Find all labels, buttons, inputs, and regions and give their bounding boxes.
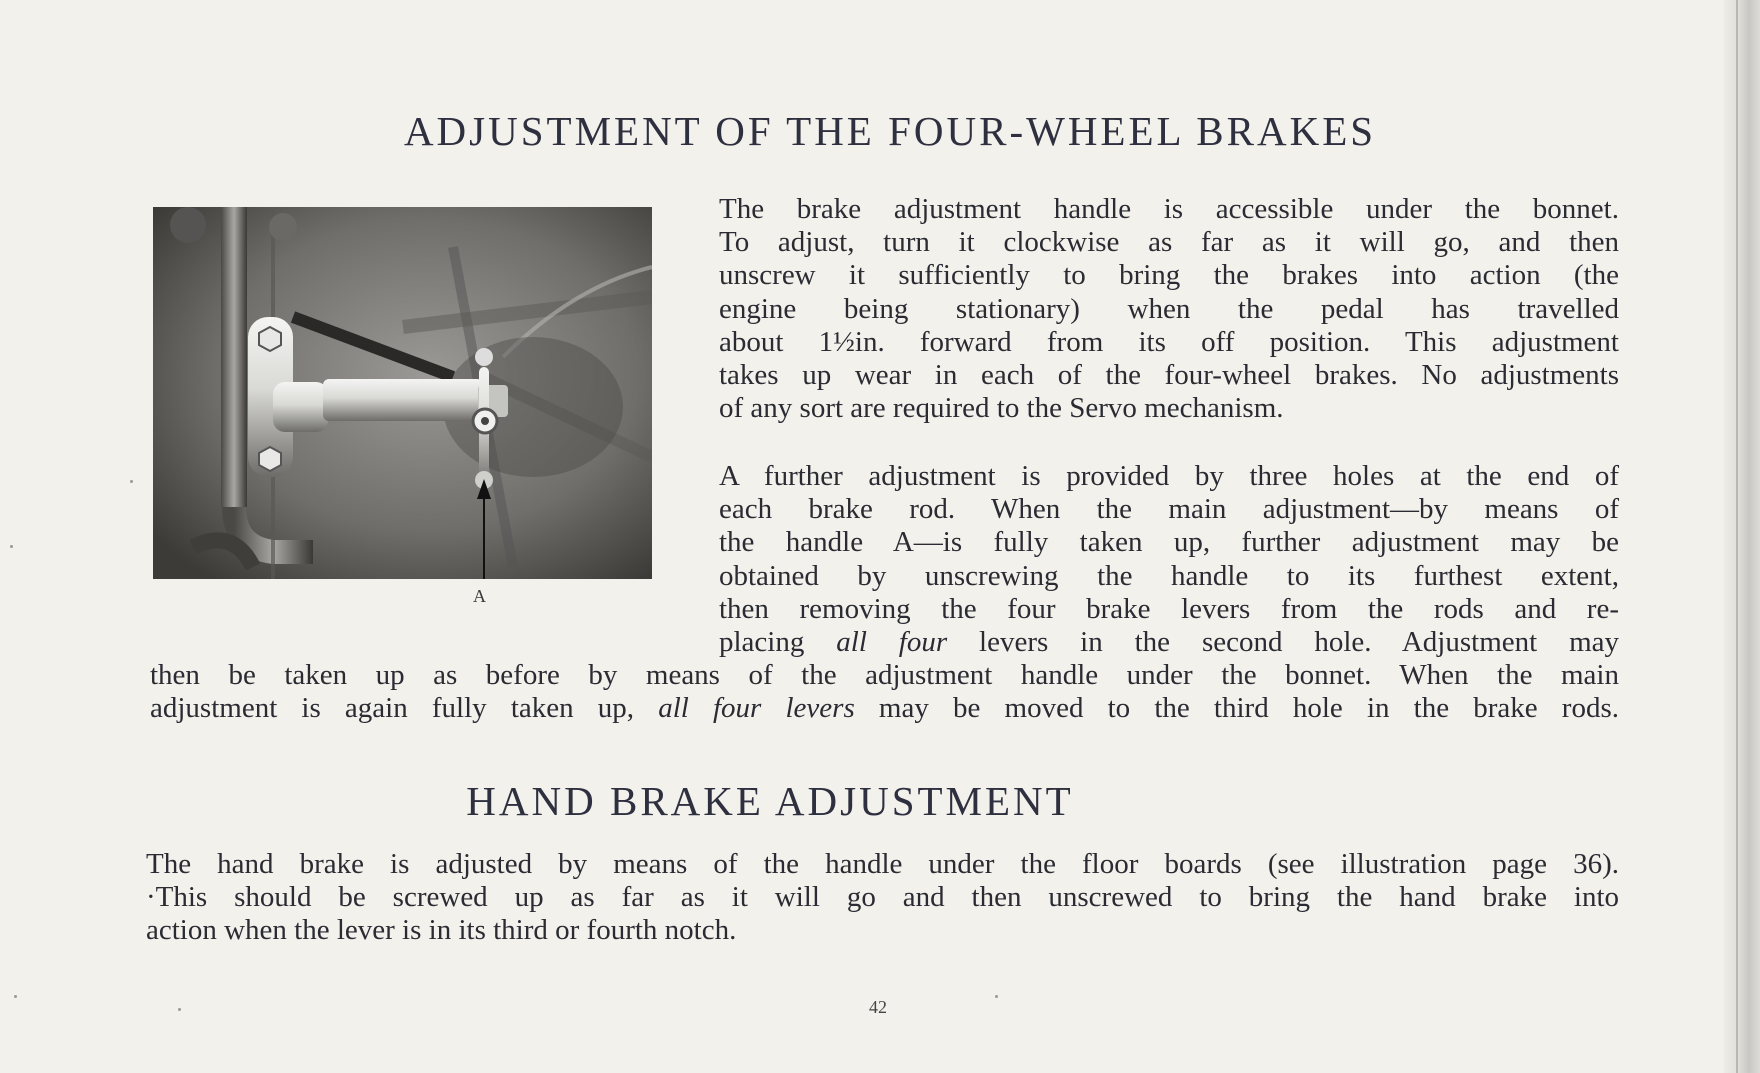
text-line: takes up wear in each of the four-wheel brakes. No adjustments: [719, 359, 1619, 392]
paper-speck: [995, 995, 998, 998]
text-run: levers in the second hole. Adjustment may: [947, 626, 1620, 659]
text-line: action when the lever is in its third or fourth notch.: [146, 914, 737, 947]
page-edge: [1724, 0, 1760, 1073]
paragraph-continuation: [150, 659, 1619, 725]
text-run: placing: [719, 626, 837, 659]
section-heading-hand-brake: HAND BRAKE ADJUSTMENT: [466, 778, 1074, 824]
paragraph-handle-adjustment: [719, 193, 1619, 425]
text-line: A further adjustment is provided by three holes at the end of: [719, 460, 1619, 492]
italic-text: all four levers: [658, 692, 855, 725]
italic-text: all four: [836, 626, 948, 659]
text-line: ·This should be screwed up as far as it will go and then unscrewed to bring the hand brake into: [146, 881, 1619, 914]
paper-speck: [130, 480, 133, 483]
text-run: adjustment is again fully taken up,: [150, 692, 659, 725]
text-line: [150, 692, 1619, 725]
text-line: To adjust, turn it clockwise as far as it will go, and then: [719, 226, 1619, 259]
brake-adjustment-handle-photo-icon: [153, 207, 652, 579]
paper-speck: [10, 545, 13, 548]
text-line: [719, 626, 1619, 659]
text-line: engine being stationary) when the pedal has travelled: [719, 292, 1619, 325]
text-line: of any sort are required to the Servo mechanism.: [719, 392, 1284, 425]
page-title: ADJUSTMENT OF THE FOUR-WHEEL BRAKES: [403, 108, 1377, 154]
paragraph-hand-brake: [146, 848, 1619, 948]
text-line: unscrew it sufficiently to bring the brakes into action (the: [719, 259, 1619, 292]
text-line: the handle A—is fully taken up, further adjustment may be: [719, 526, 1619, 559]
paper-speck: [178, 1008, 181, 1011]
text-run: may be moved to the third hole in the brake rods.: [854, 692, 1620, 725]
figure-label: A: [473, 586, 486, 606]
paragraph-further-adjustment: [719, 460, 1619, 659]
brake-adjustment-photo: [153, 207, 652, 579]
text-line: each brake rod. When the main adjustment—by means of: [719, 493, 1619, 526]
text-line: then removing the four brake levers from the rods and re-: [719, 592, 1619, 625]
text-line: The brake adjustment handle is accessible under the bonnet.: [719, 193, 1619, 225]
text-line: obtained by unscrewing the handle to its furthest extent,: [719, 559, 1619, 592]
text-line: then be taken up as before by means of the adjustment handle under the bonnet. When the main: [150, 659, 1619, 691]
page-number: 42: [869, 997, 887, 1017]
paper-speck: [14, 995, 17, 998]
text-line: about 1½in. forward from its off position. This adjustment: [719, 325, 1619, 358]
text-line: The hand brake is adjusted by means of the handle under the floor boards (see illustration page 36).: [146, 848, 1619, 880]
